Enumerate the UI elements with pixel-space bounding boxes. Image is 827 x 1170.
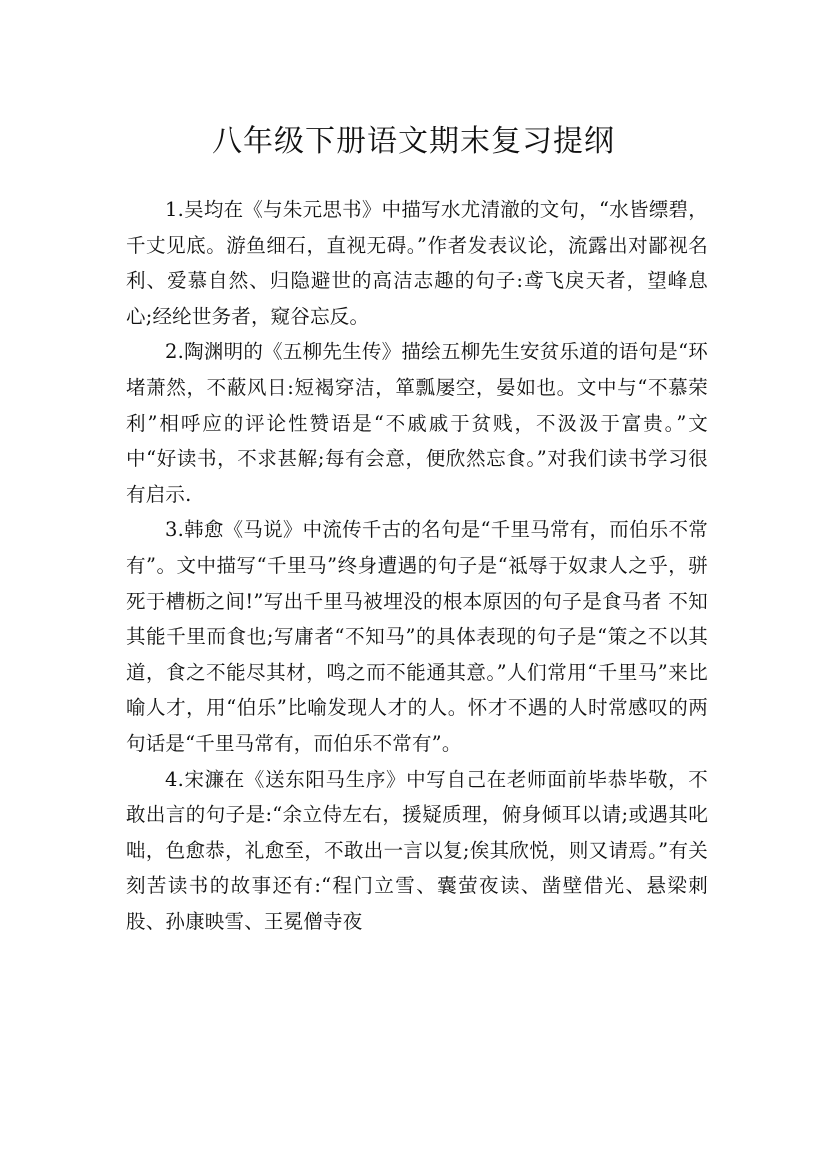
document-body	[126, 192, 708, 939]
paragraph-4: 4.宋濂在《送东阳马生序》中写自己在老师面前毕恭毕敬，不敢出言的句子是:“余立侍左右，援疑质理，俯身倾耳以请;或遇其叱咄，色愈恭，礼愈至，不敢出一言以复;俟其欣悦，则又请焉。”有关刻苦读书的故事还有:“程门立雪、囊萤夜读、凿壁借光、悬梁刺股、孙康映雪、王冕僧寺夜	[126, 767, 708, 933]
document-title: 八年级下册语文期末复习提纲	[212, 124, 615, 160]
paragraph-3: 3.韩愈《马说》中流传千古的名句是“千里马常有，而伯乐不常有”。文中描写“千里马”终身遭遇的句子是“祗辱于奴隶人之乎，骈死于槽枥之间!”写出千里马被埋没的根本原因的句子是食马者 不知其能千里而食也;写庸者“不知马”的具体表现的句子是“策之不以其道，食之不能尽其材，鸣之而不能通其意。”人们常用“千里马”来比喻人才，用“伯乐”比喻发现人才的人。怀才不遇的人时常感叹的两句话是“千里马常有，而伯乐不常有”。	[126, 518, 708, 755]
paragraph-1: 1.吴均在《与朱元思书》中描写水尤清澈的文句，“水皆缥碧，千丈见底。游鱼细石，直视无碍。”作者发表议论，流露出对鄙视名利、爱慕自然、归隐避世的高洁志趣的句子:鸢飞戾天者，望峰息心;经纶世务者，窥谷忘反。	[126, 198, 708, 328]
paragraph-2: 2.陶渊明的《五柳先生传》描绘五柳先生安贫乐道的语句是“环堵萧然，不蔽风日:短褐穿洁，箪瓢屡空，晏如也。文中与“不慕荣利”相呼应的评论性赞语是“不戚戚于贫贱，不汲汲于富贵。”文中“好读书，不求甚解;每有会意，便欣然忘食。”对我们读书学习很有启示.	[126, 340, 708, 506]
